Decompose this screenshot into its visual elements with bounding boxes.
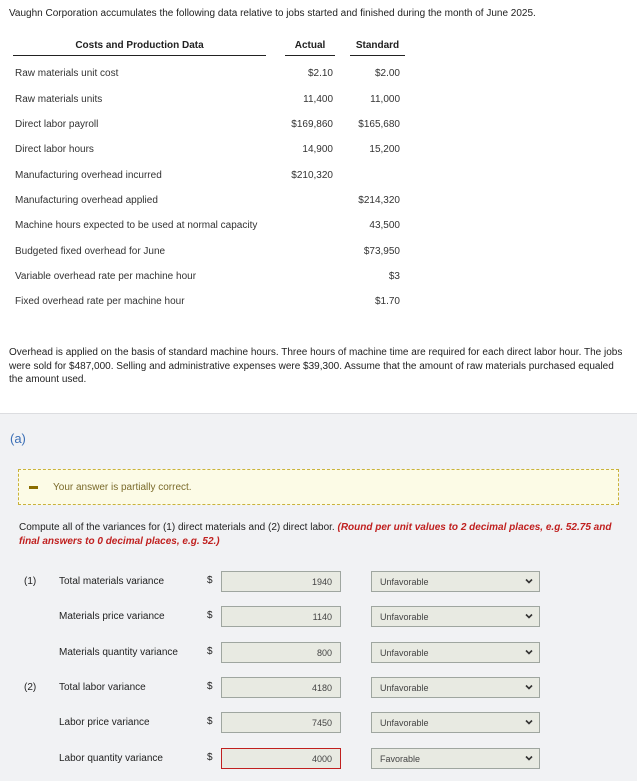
answer-label: Labor price variance (59, 717, 150, 728)
currency-symbol: $ (207, 716, 213, 727)
answer-label: Labor quantity variance (59, 753, 163, 764)
table-row (13, 195, 405, 209)
row-label: Raw materials unit cost (15, 68, 119, 79)
currency-symbol: $ (207, 752, 213, 763)
row-standard: 15,200 (369, 144, 400, 155)
chevron-down-icon (524, 682, 534, 692)
row-standard: 11,000 (370, 94, 400, 105)
row-actual: 11,400 (303, 94, 333, 105)
table-row (13, 271, 405, 285)
select-value: Unfavorable (380, 612, 429, 622)
variance-type-select[interactable] (371, 748, 540, 769)
row-label: Raw materials units (15, 94, 103, 105)
part-label: (a) (10, 431, 26, 446)
answer-section (0, 413, 637, 781)
row-standard: $73,950 (363, 246, 400, 257)
currency-symbol: $ (207, 610, 213, 621)
table-row (13, 220, 405, 234)
chevron-down-icon (524, 611, 534, 621)
answer-input[interactable]: 7450 (221, 712, 341, 733)
feedback-box (18, 469, 619, 505)
row-label: Direct labor payroll (15, 119, 99, 130)
row-standard: 43,500 (369, 220, 400, 231)
row-label: Budgeted fixed overhead for June (15, 246, 166, 257)
row-label: Fixed overhead rate per machine hour (15, 296, 185, 307)
answer-label: Total materials variance (59, 576, 165, 587)
header-actual: Actual (285, 40, 335, 56)
answer-input[interactable]: 4000 (221, 748, 341, 769)
answer-label: Materials price variance (59, 611, 165, 622)
table-row (13, 68, 405, 82)
chevron-down-icon (524, 717, 534, 727)
answer-row (0, 642, 637, 664)
answer-row (0, 748, 637, 770)
row-actual: $210,320 (291, 170, 333, 181)
row-label: Manufacturing overhead incurred (15, 170, 162, 181)
select-value: Unfavorable (380, 718, 429, 728)
row-standard: $2.00 (374, 68, 400, 79)
answer-row (0, 571, 637, 593)
chevron-down-icon (524, 753, 534, 763)
answer-row (0, 712, 637, 734)
row-standard: $214,320 (358, 195, 400, 206)
answer-input[interactable]: 1940 (221, 571, 341, 592)
select-value: Unfavorable (380, 683, 429, 693)
variance-type-select[interactable] (371, 571, 540, 592)
currency-symbol: $ (207, 681, 213, 692)
row-label: Variable overhead rate per machine hour (15, 271, 197, 282)
row-label: Manufacturing overhead applied (15, 195, 158, 206)
table-row (13, 170, 405, 184)
row-standard: $165,680 (358, 119, 400, 130)
row-actual: $169,860 (291, 119, 333, 130)
answer-input[interactable]: 1140 (221, 606, 341, 627)
variance-type-select[interactable] (371, 712, 540, 733)
intro-text: Vaughn Corporation accumulates the following data relative to jobs started and finished during the month of June 2025. (9, 8, 536, 19)
answer-input[interactable]: 800 (221, 642, 341, 663)
table-row (13, 246, 405, 260)
row-standard: $3 (388, 271, 400, 282)
answer-row (0, 677, 637, 699)
answer-label: Total labor variance (59, 682, 146, 693)
chevron-down-icon (524, 647, 534, 657)
answer-number: (2) (24, 682, 37, 693)
answer-row (0, 606, 637, 628)
answer-number: (1) (24, 576, 37, 587)
table-row (13, 119, 405, 133)
select-value: Unfavorable (380, 648, 429, 658)
table-row (13, 144, 405, 158)
row-actual: $2.10 (307, 68, 333, 79)
variance-type-select[interactable] (371, 606, 540, 627)
select-value: Favorable (380, 754, 421, 764)
instructions-plain: Compute all of the variances for (1) direct materials and (2) direct labor. (19, 522, 338, 533)
variance-type-select[interactable] (371, 677, 540, 698)
instructions-emphasis: (Round per unit values to 2 decimal places, e.g. 52.75 and final answers to 0 decimal places, e.g. 52.) (19, 522, 612, 547)
currency-symbol: $ (207, 646, 213, 657)
problem-paragraph: Overhead is applied on the basis of standard machine hours. Three hours of machine time are required for each direct labor hour. The jobs were sold for $487,000. Selling and administrative expenses were $39,300. Assume that the amount of raw materials purchased equaled the amount used. (9, 347, 623, 385)
table-row (13, 94, 405, 108)
instructions (19, 521, 619, 548)
variance-type-select[interactable] (371, 642, 540, 663)
select-value: Unfavorable (380, 577, 429, 587)
row-actual: 14,900 (302, 144, 333, 155)
feedback-text: Your answer is partially correct. (53, 482, 192, 493)
header-standard: Standard (350, 40, 405, 56)
minus-icon (29, 486, 38, 489)
chevron-down-icon (524, 576, 534, 586)
row-label: Machine hours expected to be used at normal capacity (15, 220, 258, 231)
row-standard: $1.70 (374, 296, 400, 307)
currency-symbol: $ (207, 575, 213, 586)
answer-input[interactable]: 4180 (221, 677, 341, 698)
table-row (13, 296, 405, 310)
row-label: Direct labor hours (15, 144, 94, 155)
answer-label: Materials quantity variance (59, 647, 178, 658)
header-costs: Costs and Production Data (13, 40, 266, 56)
